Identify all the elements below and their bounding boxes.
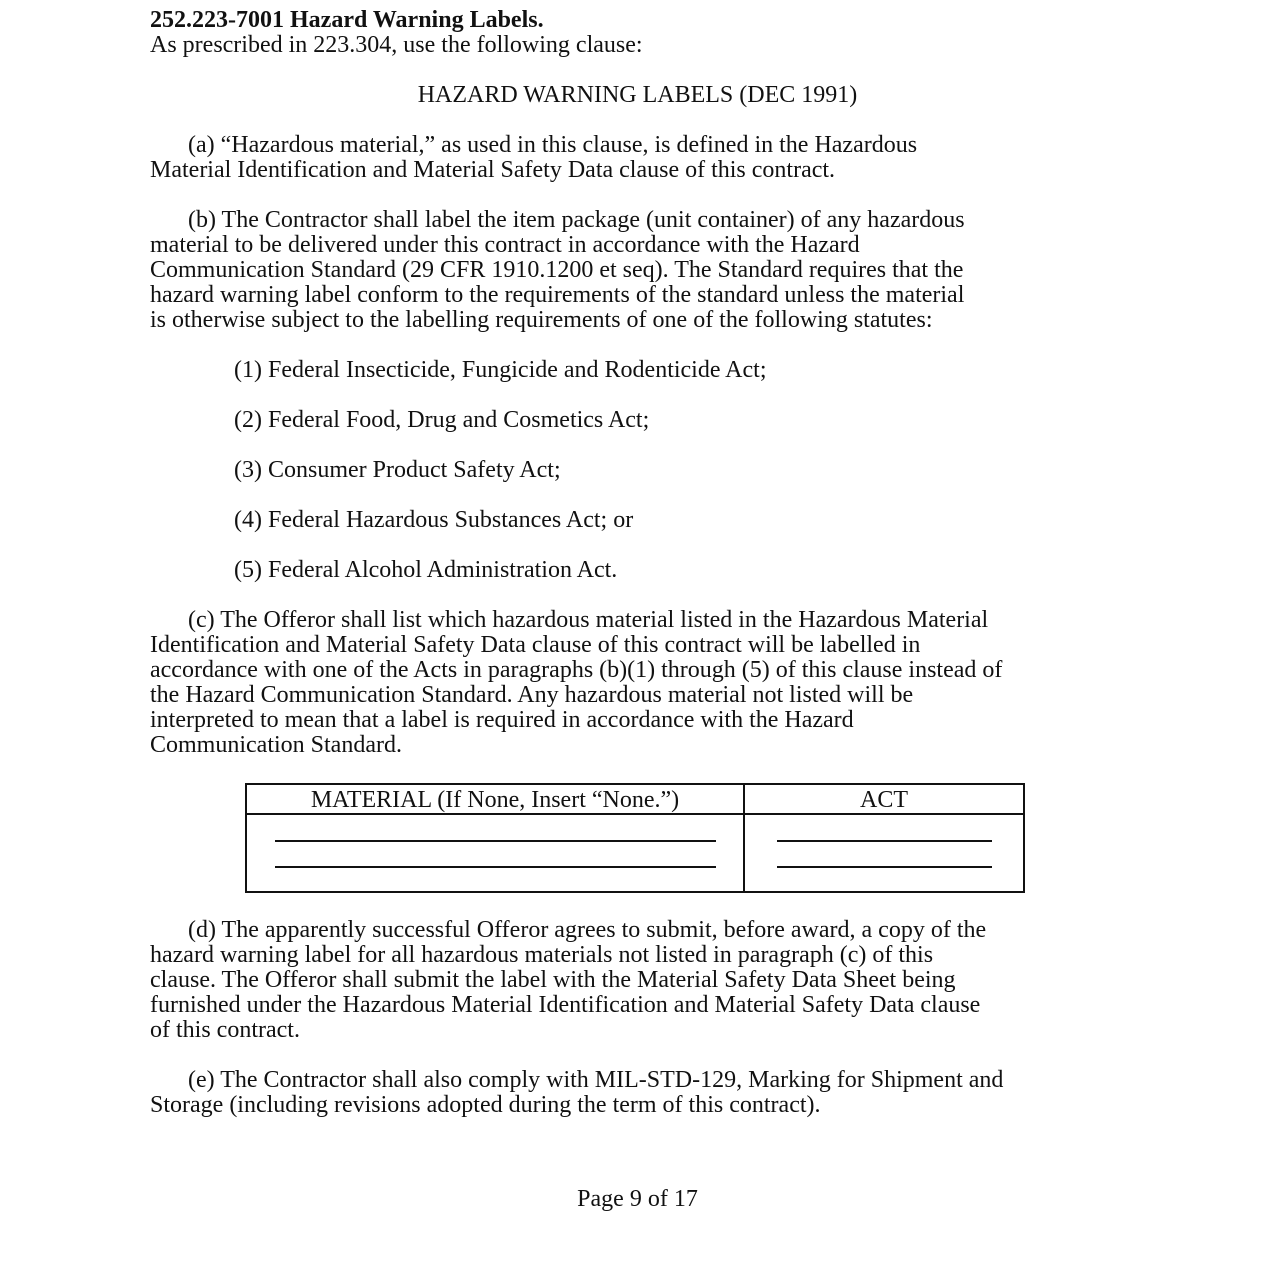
paragraph-line: furnished under the Hazardous Material Identification and Material Safety Data clause: [150, 992, 981, 1018]
paragraph-line: Identification and Material Safety Data clause of this contract will be labelled in: [150, 632, 921, 658]
paragraph-c: [150, 608, 1125, 758]
material-column: [247, 785, 745, 891]
paragraph-line: is otherwise subject to the labelling requirements of one of the following statutes:: [150, 307, 933, 333]
paragraph-line: (c) The Offeror shall list which hazardous material listed in the Hazardous Material: [188, 607, 989, 633]
paragraph-a: [150, 133, 1125, 183]
act-column-header: ACT: [745, 785, 1023, 815]
material-blank-line-2[interactable]: [275, 866, 716, 868]
page-number: Page 9 of 17: [577, 1186, 698, 1212]
paragraph-e: [150, 1068, 1125, 1118]
statute-item: (4) Federal Hazardous Substances Act; or: [234, 507, 634, 533]
paragraph-line: Communication Standard (29 CFR 1910.1200 et seq). The Standard requires that the: [150, 257, 964, 283]
paragraph-line: clause. The Offeror shall submit the label with the Material Safety Data Sheet being: [150, 967, 956, 993]
paragraph-line: hazard warning label for all hazardous materials not listed in paragraph (c) of this: [150, 942, 934, 968]
act-blank-line-2[interactable]: [777, 866, 992, 868]
paragraph-b: [150, 208, 1125, 333]
material-act-table: [245, 783, 1025, 893]
paragraph-line: (a) “Hazardous material,” as used in this clause, is defined in the Hazardous: [188, 132, 918, 158]
statute-item: (5) Federal Alcohol Administration Act.: [234, 557, 618, 583]
clause-title: HAZARD WARNING LABELS (DEC 1991): [417, 82, 858, 108]
act-column: [745, 785, 1023, 891]
statute-item: (1) Federal Insecticide, Fungicide and Rodenticide Act;: [234, 357, 767, 383]
paragraph-line: Storage (including revisions adopted during the term of this contract).: [150, 1092, 821, 1118]
act-blank-line-1[interactable]: [777, 840, 992, 842]
material-blank-line-1[interactable]: [275, 840, 716, 842]
paragraph-line: interpreted to mean that a label is required in accordance with the Hazard: [150, 707, 854, 733]
paragraph-line: (b) The Contractor shall label the item package (unit container) of any hazardous: [188, 207, 965, 233]
paragraph-line: hazard warning label conform to the requirements of the standard unless the material: [150, 282, 965, 308]
paragraph-line: Material Identification and Material Safety Data clause of this contract.: [150, 157, 836, 183]
material-column-header: MATERIAL (If None, Insert “None.”): [247, 785, 743, 815]
paragraph-line: material to be delivered under this contract in accordance with the Hazard: [150, 232, 860, 258]
paragraph-line: Communication Standard.: [150, 732, 402, 758]
document-page: [150, 8, 1140, 1118]
paragraph-line: the Hazard Communication Standard. Any hazardous material not listed will be: [150, 682, 914, 708]
paragraph-line: (e) The Contractor shall also comply with MIL-STD-129, Marking for Shipment and: [188, 1067, 1004, 1093]
paragraph-line: (d) The apparently successful Offeror agrees to submit, before award, a copy of the: [188, 917, 987, 943]
section-heading: 252.223-7001 Hazard Warning Labels.: [150, 7, 544, 33]
prescription-text: As prescribed in 223.304, use the following clause:: [150, 32, 643, 58]
statute-item: (3) Consumer Product Safety Act;: [234, 457, 561, 483]
paragraph-d: [150, 918, 1125, 1043]
paragraph-line: accordance with one of the Acts in paragraphs (b)(1) through (5) of this clause instead of: [150, 657, 1003, 683]
statute-item: (2) Federal Food, Drug and Cosmetics Act;: [234, 407, 650, 433]
paragraph-line: of this contract.: [150, 1017, 300, 1043]
